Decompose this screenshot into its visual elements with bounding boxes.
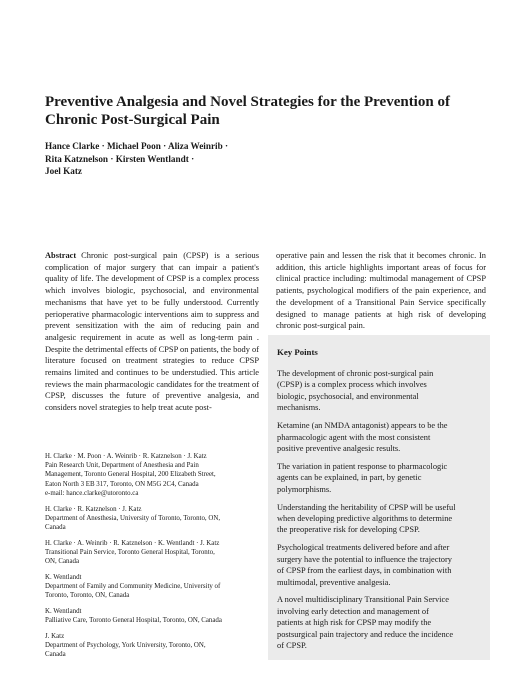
author-line: Rita Katznelson · Kirsten Wentlandt · — [45, 153, 195, 164]
key-points-box — [268, 335, 490, 660]
key-point-line: involving early detection and management of — [277, 606, 429, 616]
affiliation-line: Department of Psychology, York University, Toronto, ON, — [45, 641, 206, 649]
key-point-line: agents can be explained, in part, by genetic — [277, 473, 422, 483]
key-point — [277, 594, 483, 651]
affiliation-line: Management, Toronto General Hospital, 200 Elizabeth Street, — [45, 471, 216, 479]
affiliation-block — [45, 573, 259, 601]
author-line: Joel Katz — [45, 166, 82, 176]
key-point-line: when developing predictive algorithms to determine — [277, 513, 453, 523]
affiliation-line: H. Clarke · R. Katznelson · J. Katz — [45, 505, 142, 513]
abstract-section — [45, 250, 259, 414]
abstract-continued: operative pain and lessen the risk that it becomes chronic. In addition, this article highlights important areas of focus for clinical practice including: multimodal management of CPSP patients, psychological modifiers of the pain experience, and the development of a Transitional Pain Service specifically designed to manage patients at high risk of developing chronic post-surgical pain. — [276, 251, 486, 331]
key-point-line: Psychological treatments delivered before and after — [277, 543, 450, 553]
affiliation-line: H. Clarke · M. Poon · A. Weinrib · R. Katznelson · J. Katz — [45, 453, 207, 460]
key-point-line: pharmacologic agent with the most consistent — [277, 432, 431, 442]
author-list — [45, 140, 345, 178]
article-title: Preventive Analgesia and Novel Strategies for the Prevention of Chronic Post-Surgical Pain — [45, 94, 450, 128]
key-point-line: the preoperative risk for developing CPSP. — [277, 525, 420, 535]
key-point — [277, 542, 483, 588]
key-point — [277, 502, 483, 536]
key-point-line: Ketamine (an NMDA antagonist) appears to be the — [277, 421, 448, 431]
affiliation-block — [45, 539, 259, 567]
author-line: Hance Clarke · Michael Poon · Aliza Weinrib · — [45, 141, 229, 151]
key-point-line: (CPSP) is a complex process which involves — [277, 380, 427, 390]
key-points-heading: Key Points — [277, 347, 318, 357]
abstract-label: Abstract — [45, 251, 77, 260]
affiliation-line: H. Clarke · A. Weinrib · R. Katznelson · K. Wentlandt · J. Katz — [45, 539, 220, 547]
key-point-line: polymorphisms. — [277, 484, 332, 494]
affiliation-line: ON, Canada — [45, 558, 80, 566]
affiliation-block — [45, 607, 259, 625]
key-point-line: of CPSP from the earliest days, in combination with — [277, 566, 452, 576]
key-point-line: A novel multidisciplinary Transitional Pain Service — [277, 595, 449, 605]
affiliation-line: K. Wentlandt — [45, 607, 82, 615]
key-point-line: postsurgical pain trajectory and reduce the incidence — [277, 629, 454, 639]
key-point-line: The development of chronic post-surgical pain — [277, 369, 434, 378]
affiliations — [45, 452, 259, 666]
affiliation-line: Pain Research Unit, Department of Anesthesia and Pain — [45, 462, 199, 470]
affiliation-line: Department of Anesthesia, University of Toronto, Toronto, ON, — [45, 514, 221, 522]
affiliation-line: J. Katz — [45, 632, 65, 640]
key-point — [277, 368, 483, 414]
affiliation-line: K. Wentlandt — [45, 573, 82, 581]
key-point-line: multimodal, preventive analgesia. — [277, 577, 391, 587]
key-point-line: surgery have the potential to influence the trajectory — [277, 554, 452, 564]
key-point-line: of CPSP. — [277, 641, 307, 651]
affiliation-block — [45, 632, 259, 660]
affiliation-line: Eaton North 3 EB 317, Toronto, ON M5G 2C4, Canada — [45, 480, 199, 488]
abstract-text: Chronic post-surgical pain (CPSP) is a serious complication of major surgery that can impair a patient's quality of life. The development of CPSP is a complex process which involves biologic, psychosocial, and environmental mechanisms that have yet to be fully understood. Currently perioperative pharmacologic interventions aim to suppress and prevent sensitization with the aim of reducing pain and analgesic requirement in acute as well as long-term pain . Despite the detrimental effects of CPSP on patients, the body of literature focused on treatment strategies to reduce CPSP remains limited and continues to be understudied. This article reviews the main pharmacologic candidates for the treatment of CPSP, discusses the future of preventive analgesia, and considers novel strategies to help treat acute post- — [45, 251, 259, 413]
affiliation-line: Canada — [45, 651, 66, 659]
affiliation-line: Palliative Care, Toronto General Hospital, Toronto, ON, Canada — [45, 617, 222, 625]
affiliation-email[interactable]: e-mail: hance.clarke@utoronto.ca — [45, 489, 139, 497]
key-point-line: patients at high risk for CPSP may modify the — [277, 618, 432, 628]
affiliation-line: Department of Family and Community Medicine, University of — [45, 582, 221, 590]
key-point-line: The variation in patient response to pharmacologic — [277, 461, 448, 471]
key-point-line: positive preventive analgesic results. — [277, 443, 401, 453]
key-point-line: Understanding the heritability of CPSP will be useful — [277, 502, 456, 512]
key-point — [277, 461, 483, 495]
affiliation-line: Transitional Pain Service, Toronto General Hospital, Toronto, — [45, 548, 215, 556]
key-point — [277, 420, 483, 454]
affiliation-block — [45, 505, 259, 533]
key-point-line: biologic, psychosocial, and environmental — [277, 391, 419, 401]
affiliation-line: Toronto, Toronto, ON, Canada — [45, 592, 130, 600]
affiliation-line: Canada — [45, 523, 66, 531]
key-points-list — [277, 368, 483, 658]
key-point-line: mechanisms. — [277, 403, 321, 413]
affiliation-block — [45, 452, 259, 498]
